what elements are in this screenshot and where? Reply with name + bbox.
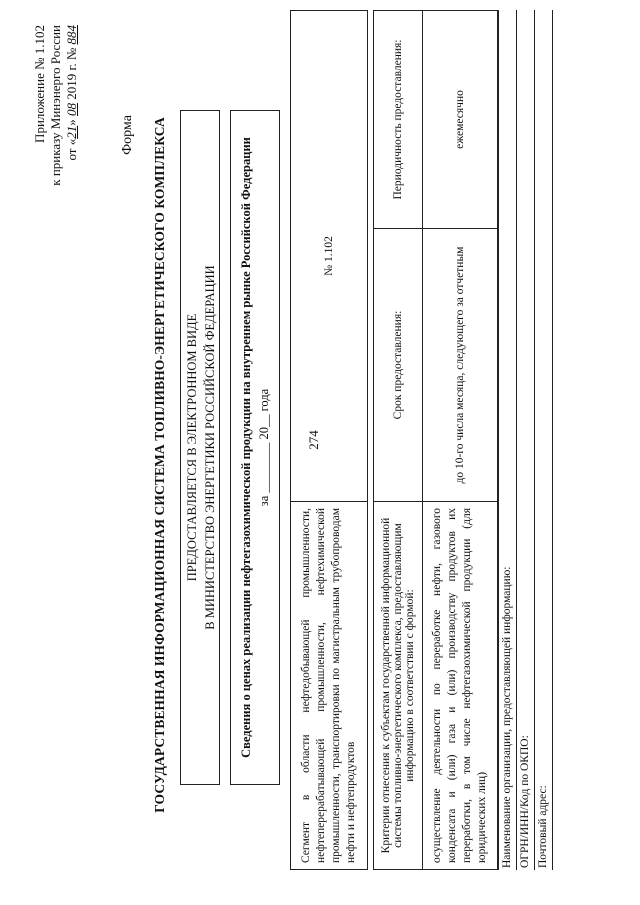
- criteria-body-row: [423, 11, 498, 870]
- appendix-line-2: к приказу Минэнерго России: [48, 25, 63, 186]
- deadline-value: до 10-го числа месяца, следующего за отчетным: [423, 229, 498, 502]
- appendix-line-3: от «21» 08 2019 г. № 884: [64, 25, 79, 161]
- appendix-line-1: Приложение № 1.102: [32, 25, 47, 143]
- submission-line-2: В МИНИСТЕРСТВО ЭНЕРГЕТИКИ РОССИЙСКОЙ ФЕДЕРАЦИИ: [203, 265, 217, 630]
- page-number: 274: [306, 430, 321, 450]
- segment-table: [290, 10, 368, 870]
- report-title: Сведения о ценах реализации нефтегазохимической продукции на внутреннем рынке Российской Федерации: [239, 137, 253, 758]
- criteria-table: [373, 10, 498, 870]
- appendix-header: [32, 25, 80, 225]
- report-period: за ________ 20__ года: [257, 388, 271, 507]
- submission-line-1: ПРЕДОСТАВЛЯЕТСЯ В ЭЛЕКТРОННОМ ВИДЕ: [185, 313, 199, 582]
- order-day: 21: [64, 125, 79, 139]
- org-ids-line: ОГРН/ИНН/Код по ОКПО:: [517, 10, 535, 870]
- document-sheet: [20, 15, 620, 885]
- criteria-header-row: [374, 11, 423, 870]
- form-number: № 1.102: [291, 11, 368, 502]
- submission-box: [180, 110, 220, 785]
- segment-row: [291, 11, 368, 870]
- criteria-description: осуществление деятельности по переработке нефти, газового конденсата и (или) газа и (или) производству продуктов их переработки, в том числе нефтегазохимической продукции (для юридических лиц): [423, 502, 498, 870]
- order-number: 884: [64, 25, 79, 45]
- organization-block: [498, 10, 553, 870]
- segment-text: Сегмент в области нефтедобывающей промышленности, нефтеперерабатывающей промышленности, нефтехимической промышленности, транспортировки по магистральным трубопроводам нефти и нефтепродуктов: [291, 502, 368, 870]
- org-address-line: Почтовый адрес:: [535, 10, 553, 870]
- periodicity-value: ежемесячно: [423, 11, 498, 229]
- deadline-header: Срок предоставления:: [374, 229, 423, 502]
- order-month: 08: [64, 103, 79, 117]
- criteria-header: Критерии отнесения к субъектам государственной информационной системы топливно-энергетического комплекса, предоставляющим информацию в соответствии с формой:: [374, 502, 423, 870]
- report-title-box: [230, 110, 280, 785]
- form-label: Форма: [120, 115, 135, 155]
- org-name-line: Наименование организации, предоставляющей информацию:: [498, 10, 517, 870]
- system-title: ГОСУДАРСТВЕННАЯ ИНФОРМАЦИОННАЯ СИСТЕМА ТОПЛИВНО-ЭНЕРГЕТИЧЕСКОГО КОМПЛЕКСА: [152, 117, 167, 813]
- periodicity-header: Периодичность предоставления:: [374, 11, 423, 229]
